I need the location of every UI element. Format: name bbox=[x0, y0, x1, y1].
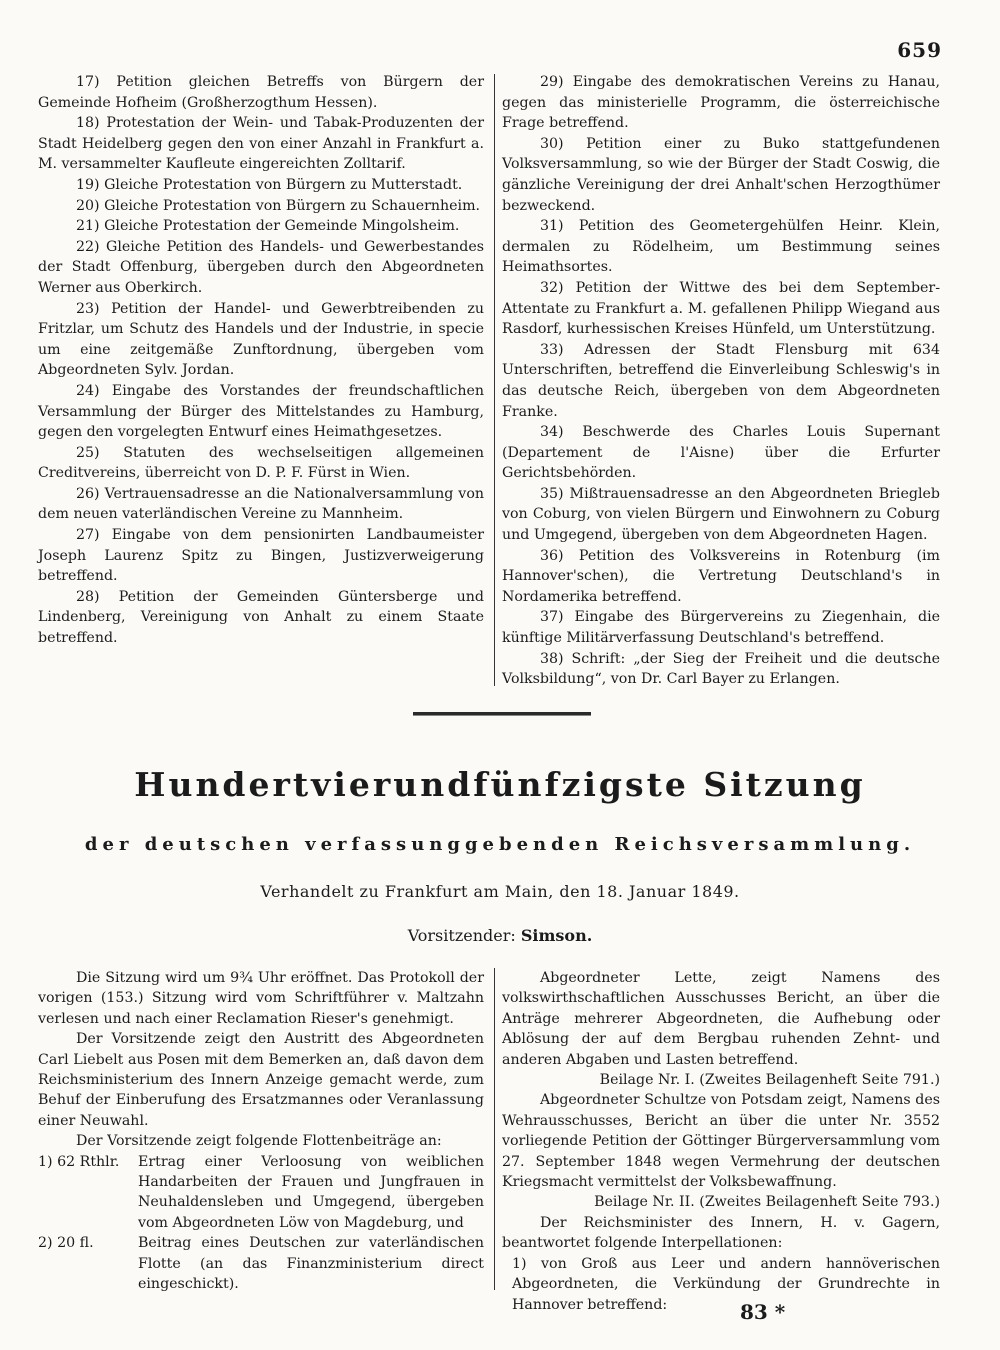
minutes-paragraph: Der Reichsminister des Innern, H. v. Gagern, beantwortet folgende Interpellationen: bbox=[502, 1214, 940, 1252]
petition-entry: 38) Schrift: „der Sieg der Freiheit und die deutsche Volksbildung“, von Dr. Carl Bayer zu Erlangen. bbox=[502, 650, 940, 688]
petition-entry: 17) Petition gleichen Betreffs von Bürgern der Gemeinde Hofheim (Großherzogthum Hessen). bbox=[38, 74, 484, 111]
minutes-right-column bbox=[502, 968, 940, 1315]
page-number: 659 bbox=[897, 38, 942, 62]
supplement-text: Beilage Nr. II. (Zweites Beilagenheft Seite 793.) bbox=[594, 1194, 940, 1211]
petition-entry: 34) Beschwerde des Charles Louis Supernant (Departement de l'Aisne) über die Erfurter Gerichtsbehörden. bbox=[502, 424, 940, 482]
petition-entry: 23) Petition der Handel- und Gewerbtreibenden zu Fritzlar, um Schutz des Handels und der Industrie, in specie um eine zeitgemäße Zunftordnung, übergeben vom Abgeordneten Sylv. Jordan. bbox=[38, 300, 484, 379]
petition-entry: 21) Gleiche Protestation der Gemeinde Mingolsheim. bbox=[76, 218, 460, 235]
petition-entry: 24) Eingabe des Vorstandes der freundschaftlichen Versammlung der Bürger des Mittelstandes zu Hamburg, gegen den vorgelegten Entwurf eines Heimathgesetzes. bbox=[38, 382, 484, 441]
minutes-paragraph: Die Sitzung wird um 9¾ Uhr eröffnet. Das Protokoll der vorigen (153.) Sitzung wird vom Schriftführer v. Maltzahn verlesen und nach einer Reclamation Rieser's genehmigt. bbox=[38, 970, 484, 1027]
petition-entry: 31) Petition des Geometergehülfen Heinr. Klein, dermalen zu Rödelheim, um Bestimmung seines Heimathsortes. bbox=[502, 218, 940, 276]
session-date: Verhandelt zu Frankfurt am Main, den 18. Januar 1849. bbox=[260, 882, 740, 901]
contribution-text: Ertrag einer Verloosung von weiblichen Handarbeiten der Frauen und Jungfrauen in Neuhaldensleben und Umgegend, übergeben vom Abgeordneten Löw von Magdeburg, und bbox=[138, 1153, 484, 1231]
chair-label: Vorsitzender: bbox=[407, 926, 516, 945]
petition-entry: 25) Statuten des wechselseitigen allgemeinen Creditvereins, überreicht von D. P. F. Fürst in Wien. bbox=[38, 444, 484, 482]
contribution-text: Beitrag eines Deutschen zur vaterländischen Flotte (an das Finanzministerium direct eingeschickt). bbox=[138, 1235, 484, 1293]
contribution-item bbox=[38, 1233, 484, 1294]
petition-entry: 26) Vertrauensadresse an die Nationalversammlung von dem neuen vaterländischen Vereine zu Mannheim. bbox=[38, 485, 484, 523]
minutes-paragraph: Abgeordneter Lette, zeigt Namens des volkswirthschaftlichen Ausschusses Bericht, an über die Anträge mehrerer Abgeordneten, die Aufhebung oder Ablösung der auf dem Bergbau ruhenden Zehnt- und anderen Abgaben und Lasten betreffend. bbox=[502, 970, 940, 1068]
petition-entry: 33) Adressen der Stadt Flensburg mit 634 Unterschriften, betreffend die Einverleibung Schleswig's in das deutsche Reich, übergeben von dem Abgeordneten Franke. bbox=[502, 341, 940, 420]
petition-entry: 22) Gleiche Petition des Handels- und Gewerbestandes der Stadt Offenburg, übergeben durch den Abgeordneten Werner aus Oberkirch. bbox=[38, 238, 484, 296]
column-divider bbox=[494, 74, 495, 686]
petition-list-right bbox=[502, 72, 940, 690]
supplement-reference bbox=[502, 1192, 940, 1212]
petition-entry: 37) Eingabe des Bürgervereins zu Ziegenhain, die künftige Militärverfassung Deutschland's betreffend. bbox=[502, 609, 940, 647]
sheet-signature: 83 * bbox=[740, 1300, 786, 1324]
session-title: Hundertvierundfünfzigste Sitzung bbox=[134, 765, 866, 804]
contribution-amount: 2) 20 fl. bbox=[38, 1235, 94, 1252]
supplement-reference bbox=[502, 1070, 940, 1090]
petition-entry: 27) Eingabe von dem pensionirten Landbaumeister Joseph Laurenz Spitz zu Bingen, Justizverweigerung betreffend. bbox=[38, 527, 484, 585]
contribution-amount: 1) 62 Rthlr. bbox=[38, 1153, 120, 1170]
contribution-item bbox=[38, 1152, 484, 1234]
petition-entry: 19) Gleiche Protestation von Bürgern zu Mutterstadt. bbox=[76, 176, 463, 193]
session-subtitle: der deutschen verfassunggebenden Reichsversammlung. bbox=[84, 834, 916, 855]
petition-entry: 18) Protestation der Wein- und Tabak-Produzenten der Stadt Heidelberg gegen den von einer Anzahl in Frankfurt a. M. versammelter Kaufleute eingereichten Zolltarif. bbox=[38, 115, 484, 173]
petition-entry: 30) Petition einer zu Buko stattgefundenen Volksversammlung, so wie der Bürger der Stadt Coswig, die gänzliche Vereinigung der drei Anhalt'schen Herzogthümer bezweckend. bbox=[502, 135, 940, 214]
minutes-left-column bbox=[38, 968, 484, 1295]
supplement-text: Beilage Nr. I. (Zweites Beilagenheft Seite 791.) bbox=[599, 1072, 940, 1089]
chairman-line bbox=[0, 926, 1000, 945]
chair-name: Simson. bbox=[520, 926, 593, 945]
petition-list-left bbox=[38, 72, 484, 649]
section-divider bbox=[413, 712, 591, 716]
minutes-paragraph: Abgeordneter Schultze von Potsdam zeigt, Namens des Wehrausschusses, Bericht an über die unter Nr. 3552 vorliegende Petition der Göttinger Bürgerversammlung vom 27. September 1848 wegen Vermehrung der deutschen Kriegsmacht vermittelst der Volksbewaffnung. bbox=[502, 1092, 940, 1191]
petition-entry: 35) Mißtrauensadresse an den Abgeordneten Briegleb von Coburg, von vielen Bürgern und Einwohnern zu Coburg und Umgegend, übergeben von dem Abgeordneten Hagen. bbox=[502, 485, 940, 544]
petition-entry: 36) Petition des Volksvereins in Rotenburg (im Hannover'schen), die Vertretung Deutschland's in Nordamerika betreffend. bbox=[502, 547, 940, 605]
minutes-paragraph: Der Vorsitzende zeigt folgende Flottenbeiträge an: bbox=[76, 1133, 442, 1150]
minutes-paragraph: Der Vorsitzende zeigt den Austritt des Abgeordneten Carl Liebelt aus Posen mit dem Bemerken an, daß davon dem Reichsministerium des Innern Anzeige gemacht werde, zum Behuf der Einberufung des Ersatzmannes oder Veranlassung einer Neuwahl. bbox=[38, 1031, 484, 1129]
column-divider bbox=[494, 968, 495, 1290]
petition-entry: 29) Eingabe des demokratischen Vereins zu Hanau, gegen das ministerielle Programm, die österreichische Frage betreffend. bbox=[502, 74, 940, 132]
petition-entry: 32) Petition der Wittwe des bei dem September-Attentate zu Frankfurt a. M. gefallenen Philipp Wiegand aus Rasdorf, kurhessischen Kreises Hünfeld, um Unterstützung. bbox=[502, 279, 940, 338]
petition-entry: 20) Gleiche Protestation von Bürgern zu Schauernheim. bbox=[76, 197, 481, 214]
interpellation-item: 1) von Groß aus Leer und andern hannöverischen Abgeordneten, die Verkündung der Grundrechte in Hannover betreffend: bbox=[512, 1255, 940, 1313]
petition-entry: 28) Petition der Gemeinden Güntersberge und Lindenberg, Vereinigung von Anhalt zu einem Staate betreffend. bbox=[38, 588, 484, 647]
